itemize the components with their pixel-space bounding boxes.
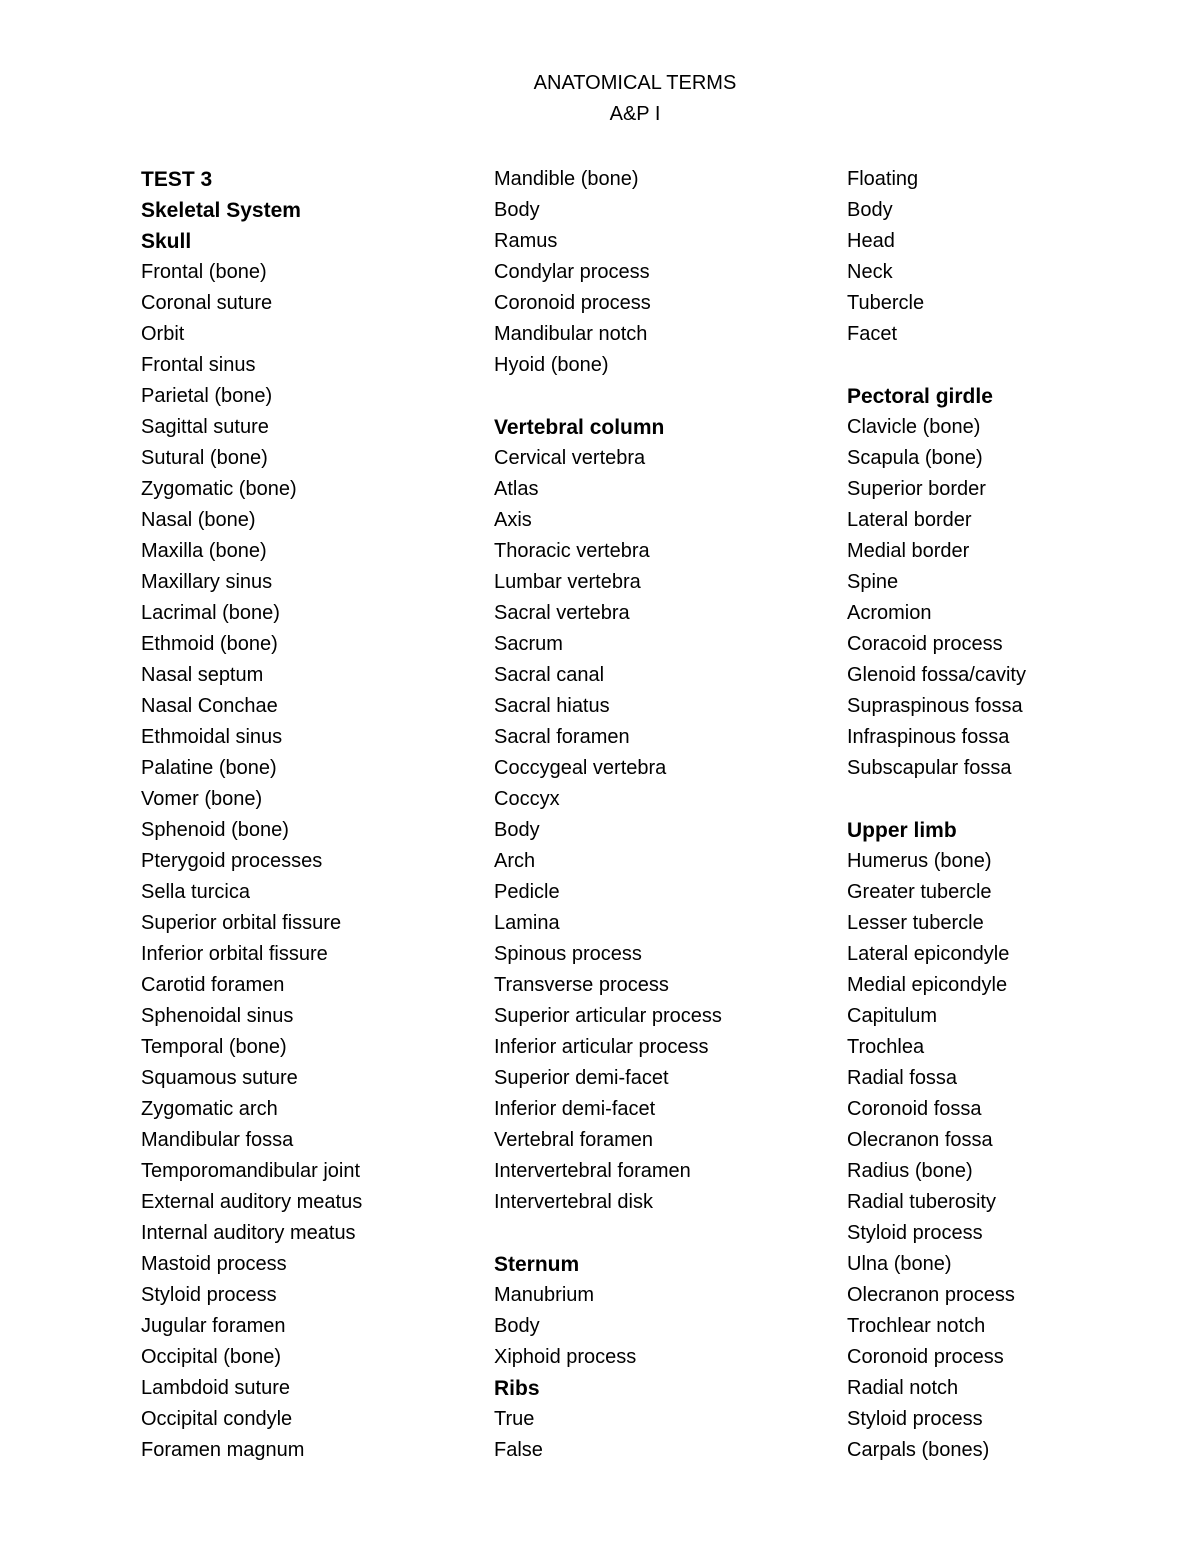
term-item: Nasal Conchae [141, 695, 278, 717]
term-item: Coronal suture [141, 292, 273, 314]
term-item: Body [494, 199, 540, 221]
term-item: Carotid foramen [141, 974, 285, 996]
term-item: Styloid process [141, 1284, 277, 1306]
term-item: Capitulum [847, 1005, 938, 1027]
term-item: Superior demi-facet [494, 1067, 669, 1089]
term-item: Maxillary sinus [141, 571, 273, 593]
term-item: Coronoid process [847, 1346, 1004, 1368]
term-item: Zygomatic (bone) [141, 478, 297, 500]
term-item: Axis [494, 509, 532, 531]
term-item: Lacrimal (bone) [141, 602, 280, 624]
document-subtitle: A&P I [609, 103, 661, 125]
term-item: Floating [847, 168, 919, 190]
term-item: Intervertebral foramen [494, 1160, 691, 1182]
term-item: Radius (bone) [847, 1160, 973, 1182]
term-item: Ramus [494, 230, 558, 252]
term-item: Sphenoidal sinus [141, 1005, 294, 1027]
term-item: Radial notch [847, 1377, 959, 1399]
term-item: Styloid process [847, 1408, 983, 1430]
term-item: Lateral border [847, 509, 972, 531]
section-heading: TEST 3 [141, 168, 213, 191]
term-item: Ethmoid (bone) [141, 633, 278, 655]
term-item: Neck [847, 261, 893, 283]
term-item: Medial border [847, 540, 970, 562]
term-item: Subscapular fossa [847, 757, 1012, 779]
term-item: Styloid process [847, 1222, 983, 1244]
term-item: Trochlea [847, 1036, 925, 1058]
section-heading: Sternum [494, 1253, 580, 1276]
term-item: Coronoid fossa [847, 1098, 982, 1120]
term-item: Xiphoid process [494, 1346, 637, 1368]
term-item: Jugular foramen [141, 1315, 286, 1337]
term-item: Transverse process [494, 974, 669, 996]
document-header [0, 68, 1200, 130]
term-item: Inferior demi-facet [494, 1098, 656, 1120]
term-item: Squamous suture [141, 1067, 298, 1089]
term-item: Temporal (bone) [141, 1036, 287, 1058]
term-item: Occipital condyle [141, 1408, 293, 1430]
term-item: Sagittal suture [141, 416, 269, 438]
section-heading: Skull [141, 230, 192, 253]
term-item: Ethmoidal sinus [141, 726, 283, 748]
term-item: Atlas [494, 478, 539, 500]
term-item: Nasal (bone) [141, 509, 256, 531]
term-item: Greater tubercle [847, 881, 992, 903]
blank-line [494, 1218, 824, 1249]
term-column-2 [494, 164, 824, 1466]
blank-line [494, 381, 824, 412]
term-item: Glenoid fossa/cavity [847, 664, 1026, 686]
term-item: Zygomatic arch [141, 1098, 278, 1120]
section-heading: Ribs [494, 1377, 540, 1400]
term-item: Inferior orbital fissure [141, 943, 328, 965]
term-item: Olecranon fossa [847, 1129, 993, 1151]
term-item: Coronoid process [494, 292, 651, 314]
term-item: Occipital (bone) [141, 1346, 282, 1368]
term-item: Hyoid (bone) [494, 354, 609, 376]
term-item: Sutural (bone) [141, 447, 268, 469]
term-item: Mandibular notch [494, 323, 648, 345]
term-item: Lateral epicondyle [847, 943, 1010, 965]
term-item: Thoracic vertebra [494, 540, 650, 562]
term-item: Superior articular process [494, 1005, 722, 1027]
term-column-3 [847, 164, 1177, 1466]
term-item: Lamina [494, 912, 560, 934]
term-item: Nasal septum [141, 664, 264, 686]
term-item: Temporomandibular joint [141, 1160, 361, 1182]
term-item: Sacral hiatus [494, 695, 610, 717]
term-item: Radial tuberosity [847, 1191, 996, 1213]
term-item: Humerus (bone) [847, 850, 992, 872]
section-heading: Pectoral girdle [847, 385, 993, 408]
term-item: Sella turcica [141, 881, 250, 903]
term-item: Sphenoid (bone) [141, 819, 289, 841]
term-item: Frontal sinus [141, 354, 256, 376]
term-item: Vomer (bone) [141, 788, 263, 810]
term-item: Spine [847, 571, 899, 593]
term-item: Inferior articular process [494, 1036, 709, 1058]
term-item: Supraspinous fossa [847, 695, 1023, 717]
term-item: Mandibular fossa [141, 1129, 294, 1151]
term-item: Mastoid process [141, 1253, 287, 1275]
term-item: Condylar process [494, 261, 650, 283]
term-item: Manubrium [494, 1284, 595, 1306]
term-item: Pterygoid processes [141, 850, 323, 872]
term-item: Superior border [847, 478, 986, 500]
term-column-1 [141, 164, 471, 1466]
term-item: Carpals (bones) [847, 1439, 990, 1461]
term-item: Spinous process [494, 943, 642, 965]
term-item: Palatine (bone) [141, 757, 277, 779]
term-item: Trochlear notch [847, 1315, 986, 1337]
term-item: Body [494, 819, 540, 841]
blank-line [847, 350, 1177, 381]
term-item: Lumbar vertebra [494, 571, 641, 593]
term-item: Sacrum [494, 633, 563, 655]
term-item: Coccygeal vertebra [494, 757, 667, 779]
term-item: Facet [847, 323, 898, 345]
term-item: Mandible (bone) [494, 168, 639, 190]
section-heading: Vertebral column [494, 416, 665, 439]
blank-line [847, 784, 1177, 815]
term-item: Internal auditory meatus [141, 1222, 356, 1244]
term-item: Pedicle [494, 881, 560, 903]
term-item: Intervertebral disk [494, 1191, 653, 1213]
term-item: Olecranon process [847, 1284, 1015, 1306]
term-item: Lesser tubercle [847, 912, 984, 934]
term-item: Ulna (bone) [847, 1253, 952, 1275]
term-item: True [494, 1408, 535, 1430]
term-item: Cervical vertebra [494, 447, 646, 469]
term-item: Medial epicondyle [847, 974, 1008, 996]
term-item: Scapula (bone) [847, 447, 983, 469]
term-item: Frontal (bone) [141, 261, 267, 283]
term-item: Arch [494, 850, 536, 872]
section-heading: Upper limb [847, 819, 957, 842]
term-item: Coccyx [494, 788, 560, 810]
term-item: Sacral canal [494, 664, 605, 686]
term-item: Sacral vertebra [494, 602, 630, 624]
term-item: External auditory meatus [141, 1191, 363, 1213]
section-heading: Skeletal System [141, 199, 301, 222]
term-item: Tubercle [847, 292, 925, 314]
term-item: Infraspinous fossa [847, 726, 1010, 748]
term-item: Clavicle (bone) [847, 416, 981, 438]
term-item: Body [494, 1315, 540, 1337]
term-item: Parietal (bone) [141, 385, 273, 407]
term-item: Maxilla (bone) [141, 540, 267, 562]
term-item: Lambdoid suture [141, 1377, 290, 1399]
term-item: Superior orbital fissure [141, 912, 342, 934]
term-item: Body [847, 199, 893, 221]
term-item: Coracoid process [847, 633, 1003, 655]
term-item: Orbit [141, 323, 185, 345]
term-item: Head [847, 230, 895, 252]
term-item: Vertebral foramen [494, 1129, 653, 1151]
term-item: Foramen magnum [141, 1439, 305, 1461]
document-title: ANATOMICAL TERMS [533, 72, 737, 94]
term-item: Acromion [847, 602, 932, 624]
term-item: False [494, 1439, 543, 1461]
term-item: Sacral foramen [494, 726, 630, 748]
term-item: Radial fossa [847, 1067, 958, 1089]
